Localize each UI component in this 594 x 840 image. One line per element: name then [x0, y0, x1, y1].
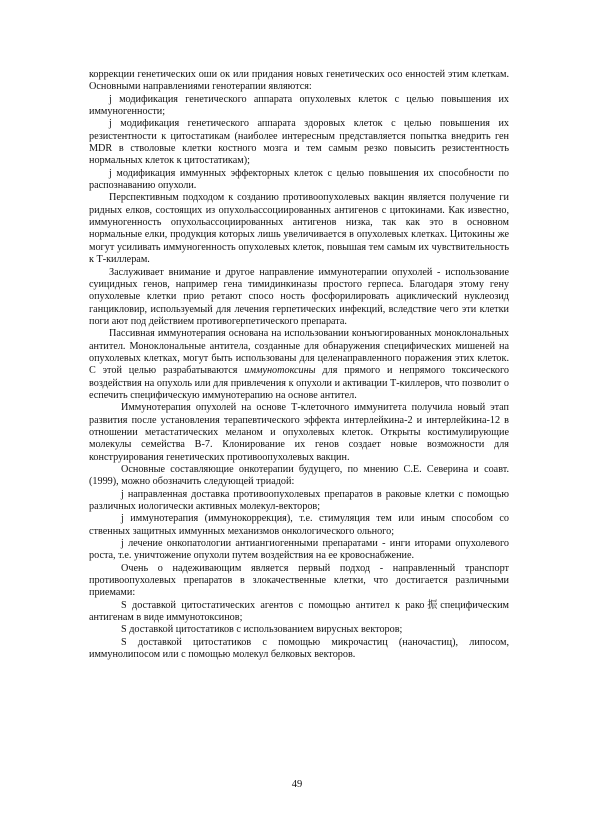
list-item-delivery-2: S доставкой цитостатиков с использованием вирусных векторов;	[121, 624, 403, 636]
list-item-delivery-3: S доставкой цитостатиков с помощью микрочастиц (наночастиц), липосом, иммунолипосом или с помощью молекул белковых векторов.	[89, 636, 509, 661]
page-body	[89, 69, 509, 662]
list-item-gene-2: j модификация генетического аппарата здоровых клеток с целью повышения их резистентности к цитостатикам (наиболее интересным представляется попытка внедрить ген MDR в стволовые клетки костного мозга и тем самым резко повысить резистентность нормальных клеток к цитостатикам);	[89, 118, 509, 167]
paragraph-suicide-genes: Заслуживает внимание и другое направление иммунотерапии опухолей - использование суицидных генов, например гена тимидинкиназы простого герпеса. Благодаря этому гену опухолевые клетки прио ретают спосо ность фосфорилировать ациклический нуклеозид ганцикловир, используемый для лечения герпетических инфекций, вследствие чего эти клетки поги ают под действием противогерпетического препарата.	[89, 266, 509, 327]
list-item-triad-3: j лечение онкопатологии антиангиогенными препаратами - инги иторами опухолевого роста, т.е. уничтожение опухоли путем воздействия на ее кровоснабжение.	[89, 538, 509, 562]
page-number: 49	[291, 779, 303, 790]
passive-text-end: для прямого и непрямого токсического воздействия на опухоль или для привлечения к опухоли и активации Т-киллеров, что позволит о еспечить специфическую иммунотерапию на основе антител.	[89, 365, 509, 401]
paragraph-passive-immunotherapy	[89, 328, 509, 402]
paragraph-t-cell: Иммунотерапия опухолей на основе Т-клеточного иммунитета получила новый этап развития после установления терапевтического эффекта интерлейкина-2 и интерлейкина-12 в отношении метастатических меланом и опухолевых клеток. Открыты костимулирующие молекулы семейства В-7. Клонирование их генов создает новые возможности для конструирования генетических противоопухолевых вакцин.	[89, 402, 509, 463]
immunotoxins-term: иммунотоксины	[244, 365, 316, 377]
list-item-gene-3: j модификация иммунных эффекторных клеток с целью повышения их способности по распознаванию опухоли.	[89, 167, 509, 192]
paragraph-triad-intro: Основные составляющие онкотерапии будущего, по мнению С.Е. Северина и соавт. (1999), можно обозначить следующей триадой:	[89, 464, 509, 488]
list-item-triad-2: j иммунотерапия (иммунокоррекция), т.е. стимуляция тем или иным способом со ственных защитных иммунных механизмов онкологического ольного;	[89, 513, 509, 537]
paragraph-1: коррекции генетических оши ок или придания новых генетических осо енностей этим клеткам. Основными направлениями генотерапии являются:	[89, 69, 509, 93]
passive-text-start: Пассивная иммунотерапия основана на использовании конъюгированных моноклональных антител. Моноклональные антитела, созданные для обнаружения специфических мишеней на опухолевых клетках, могут быть использованы для целенаправленного поражения этих клеток. С этой целью разрабатываются	[89, 328, 509, 377]
list-item-triad-1: j направленная доставка противоопухолевых препаратов в раковые клетки с помощью различных иологически активных молекул-векторов;	[89, 488, 509, 513]
list-item-delivery-1: S доставкой цитостатических агентов с помощью антител к рако振специфическим антигенам в виде иммунотоксинов;	[89, 599, 509, 624]
paragraph-transport: Очень о надеживающим является первый подход - направленный транспорт противоопухолевых препаратов в злокачественные клетки, что достигается различными приемами:	[89, 562, 509, 599]
paragraph-vaccines: Перспективным подходом к созданию противоопухолевых вакцин является получение ги ридных елков, состоящих из опухольассоциированных антигенов с цитокинами. Как известно, иммуногенность опухольассоциированных антигенов низка, так как это в основном нормальные елки, продукция которых лишь увеличивается в опухолевых клетках. Цитокины же могут усиливать иммуногенность опухолевых клеток, повышая тем самым их чувствительность к Т-киллерам.	[89, 192, 509, 266]
list-item-gene-1: j модификация генетического аппарата опухолевых клеток с целью повышения их иммуногенности;	[89, 93, 509, 118]
